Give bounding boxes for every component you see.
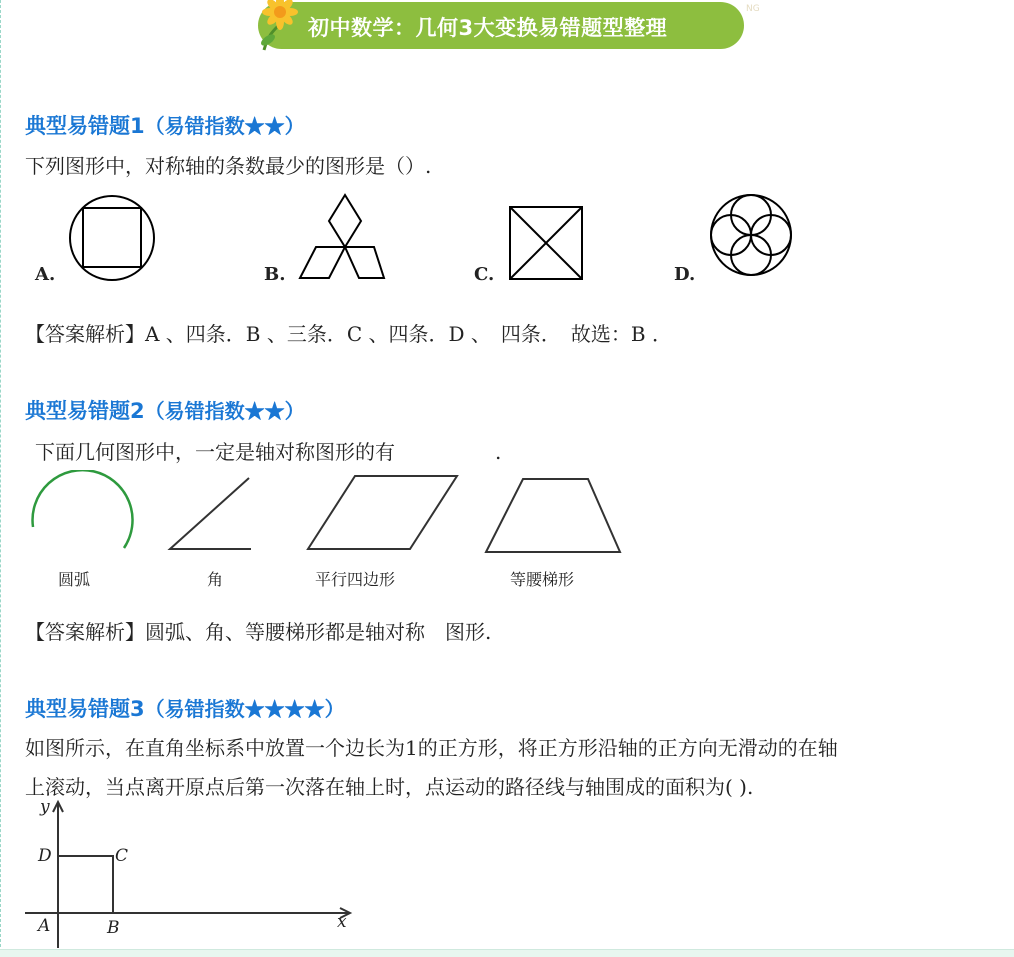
q1-figure-b-rhombus-left: [300, 247, 345, 278]
title-banner: [258, 2, 744, 49]
q3-difficulty: （易错指数★★★★）: [144, 697, 345, 721]
q1-question: 下列图形中，对称轴的条数最少的图形是（）.: [25, 154, 432, 178]
q2-figure-angle: [170, 478, 251, 549]
q2-figures: [25, 470, 635, 560]
q3-question-line-1: 如图所示，在直角坐标系中放置一个边长为1的正方形，将正方形沿轴的正方向无滑动的在轴: [25, 736, 838, 760]
q3-label-x: x: [337, 912, 347, 932]
q3-heading: [25, 693, 345, 723]
q2-figure-trapezoid: [486, 479, 620, 552]
page-bottom-band: [0, 949, 1014, 957]
flower-icon: [258, 0, 304, 52]
q2-answer-body: 圆弧、角、等腰梯形都是轴对称 图形.: [145, 620, 492, 644]
q1-heading-title: 典型易错题1: [25, 114, 145, 138]
q1-figure-b-rhombus-right: [345, 247, 384, 278]
q3-question-line-2: 上滚动，当点离开原点后第一次落在轴上时，点运动的路径线与轴围成的面积为( ).: [25, 775, 754, 799]
q1-option-a: A.: [35, 264, 56, 285]
q1-difficulty: （易错指数★★）: [144, 114, 305, 138]
q2-question: 下面几何图形中，一定是轴对称图形的有 .: [35, 440, 502, 464]
q1-option-c: C.: [474, 264, 495, 285]
q3-label-d: D: [38, 846, 52, 866]
q1-answer-tag: 【答案解析】: [25, 322, 145, 346]
q2-caption-arc: 圆弧: [58, 570, 91, 589]
q1-answer: [25, 318, 672, 347]
q2-difficulty: （易错指数★★）: [144, 399, 305, 423]
q2-figure-arc: [33, 470, 133, 548]
q3-label-c: C: [115, 846, 129, 866]
q1-figure-a-square: [83, 208, 141, 267]
q3-label-b: B: [107, 918, 120, 938]
q2-heading: [25, 395, 305, 425]
q3-label-a: A: [38, 916, 51, 936]
q3-coordinate-figure: [25, 798, 355, 950]
q1-option-b: B.: [264, 264, 286, 285]
q1-answer-body: A 、四条．B 、三条．C 、四条．D 、 四条． 故选：B ．: [145, 322, 672, 346]
q1-figures: [28, 185, 823, 295]
q2-answer: [25, 616, 491, 645]
q3-label-y: y: [40, 797, 50, 817]
q3-heading-title: 典型易错题3: [25, 697, 145, 721]
q2-figure-parallelogram: [308, 476, 457, 549]
q2-caption-trapezoid: 等腰梯形: [510, 570, 575, 589]
q2-caption-angle: 角: [207, 570, 224, 589]
banner-decoration: NG: [746, 4, 760, 14]
q2-answer-tag: 【答案解析】: [25, 620, 145, 644]
banner-title: 初中数学：几何3大变换易错题型整理: [308, 16, 668, 40]
q1-option-d: D.: [674, 264, 696, 285]
q3-square: [58, 856, 113, 913]
q2-caption-parallelogram: 平行四边形: [315, 570, 396, 589]
q1-figure-b-rhombus-top: [329, 195, 361, 247]
page-left-border: [0, 0, 1, 957]
q1-heading: [25, 110, 305, 140]
q2-heading-title: 典型易错题2: [25, 399, 145, 423]
